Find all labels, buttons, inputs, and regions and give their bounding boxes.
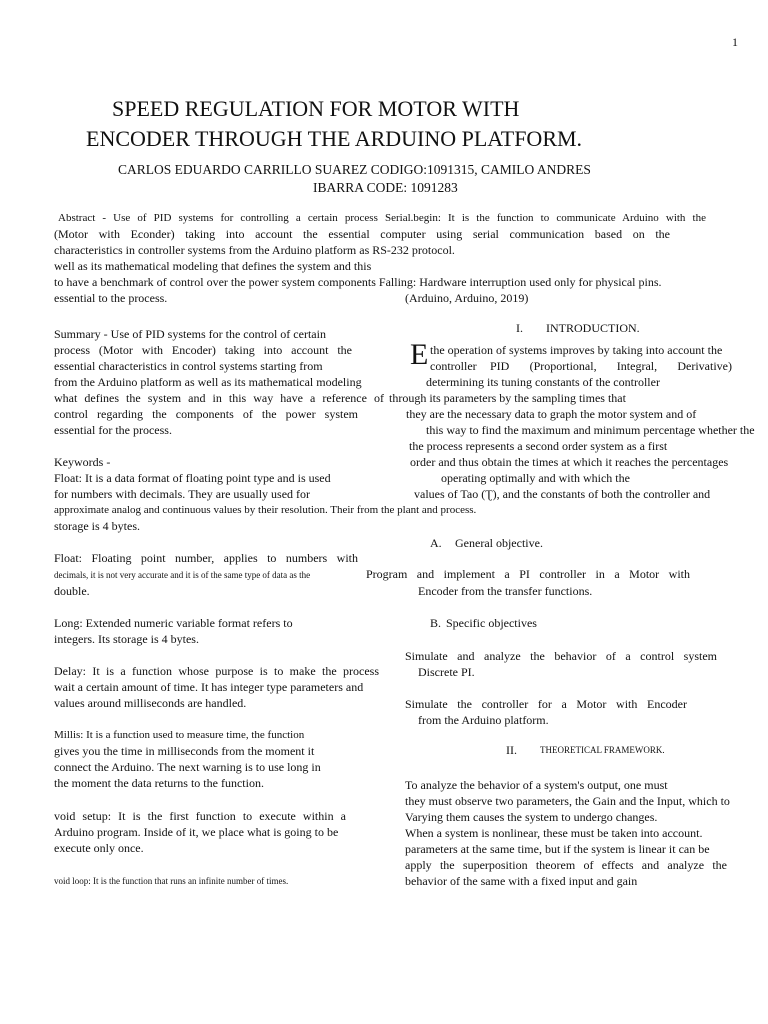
theoretical-line-4: When a system is nonlinear, these must be taken into account. — [405, 826, 703, 840]
keyword-millis-line-3: connect the Arduino. The next warning is to use long in — [54, 760, 321, 774]
keyword-float-2-line-2: decimals, it is not very accurate and it is of the same type of data as the — [54, 570, 311, 580]
general-objective-heading-number: A. — [430, 536, 442, 550]
page-number: 1 — [732, 35, 738, 49]
theoretical-line-7: behavior of the same with a fixed input and gain — [405, 874, 638, 888]
abstract-line-4: well as its mathematical modeling that defines the system and this — [54, 259, 372, 273]
keyword-float-1-line-2: for numbers with decimals. They are usually used for — [54, 487, 311, 501]
introduction-line-1: the operation of systems improves by taking into account the — [430, 343, 723, 357]
keyword-float-2-line-1: Float: Floating point number, applies to numbers with — [54, 551, 358, 565]
summary-line-1: Summary - Use of PID systems for the control of certain — [54, 327, 326, 341]
theoretical-line-1: To analyze the behavior of a system's output, one must — [405, 778, 668, 792]
introduction-line-4: through its parameters by the sampling times that — [389, 391, 626, 405]
summary-line-4: from the Arduino platform as well as its mathematical modeling — [54, 375, 362, 389]
paper-title-line-1: SPEED REGULATION FOR MOTOR WITH — [112, 96, 520, 121]
keyword-float-1-line-1: Float: It is a data format of floating point type and is used — [54, 471, 331, 485]
summary-line-6: control regarding the components of the power system — [54, 407, 358, 421]
theoretical-line-3: Varying them causes the system to undergo changes. — [405, 810, 658, 824]
general-objective-line-2: Encoder from the transfer functions. — [418, 584, 593, 598]
abstract-line-2: (Motor with Econder) taking into account the essential computer using serial communication based on the — [54, 227, 670, 241]
specific-objectives-heading: Specific objectives — [446, 616, 537, 630]
keyword-loop-line-1: void loop: It is the function that runs an infinite number of times. — [54, 876, 289, 886]
keyword-millis-line-1: Millis: It is a function used to measure time, the function — [54, 729, 305, 741]
keyword-long-line-1: Long: Extended numeric variable format refers to — [54, 616, 293, 630]
introduction-line-6: this way to find the maximum and minimum percentage whether the — [426, 423, 755, 437]
general-objective-line-1: Program and implement a PI controller in a Motor with — [366, 567, 690, 581]
authors-line-1: CARLOS EDUARDO CARRILLO SUAREZ CODIGO:1091315, CAMILO ANDRES — [118, 162, 591, 177]
specific-objective-2-line-1: Simulate the controller for a Motor with Encoder — [405, 697, 687, 711]
theoretical-heading: THEORETICAL FRAMEWORK. — [540, 745, 665, 755]
authors-line-2: IBARRA CODE: 1091283 — [313, 180, 458, 195]
summary-line-5: what defines the system and in this way have a reference of — [54, 391, 384, 405]
abstract-citation: (Arduino, Arduino, 2019) — [405, 291, 529, 305]
introduction-heading-number: I. — [516, 321, 523, 335]
keyword-setup-line-2: Arduino program. Inside of it, we place what is going to be — [54, 825, 339, 839]
abstract-line-5: to have a benchmark of control over the power system components Falling: Hardware interruption used only for physical pins. — [54, 275, 662, 289]
introduction-line-5: they are the necessary data to graph the motor system and of — [406, 407, 697, 421]
paper-title-line-2: ENCODER THROUGH THE ARDUINO PLATFORM. — [86, 126, 583, 151]
introduction-line-2b: PID (Proportional, Integral, Derivative) — [490, 359, 732, 373]
keyword-long-line-2: integers. Its storage is 4 bytes. — [54, 632, 199, 646]
abstract-line-1: Abstract - Use of PID systems for controlling a certain process Serial.begin: It is the function to communicate Arduino with the — [58, 212, 706, 224]
keyword-millis-line-2: gives you the time in milliseconds from the moment it — [54, 744, 315, 758]
general-objective-heading: General objective. — [455, 536, 543, 550]
keyword-float-1-line-3: approximate analog and continuous values by their resolution. Their from the plant and process. — [54, 504, 477, 516]
specific-objective-1-line-1: Simulate and analyze the behavior of a control system — [405, 649, 717, 663]
keyword-delay-line-1: Delay: It is a function whose purpose is to make the process — [54, 664, 379, 678]
introduction-line-8: order and thus obtain the times at which it reaches the percentages — [410, 455, 729, 469]
introduction-dropcap: E — [410, 338, 429, 371]
keyword-setup-line-3: execute only once. — [54, 841, 144, 855]
abstract-line-3: characteristics in controller systems from the Arduino platform as RS-232 protocol. — [54, 243, 455, 257]
keywords-heading: Keywords - — [54, 455, 111, 469]
specific-objectives-heading-number: B. — [430, 616, 442, 630]
specific-objective-2-line-2: from the Arduino platform. — [418, 713, 549, 727]
keyword-float-2-line-3: double. — [54, 584, 90, 598]
abstract-line-6-left: essential to the process. — [54, 291, 168, 305]
introduction-line-3: determining its tuning constants of the controller — [426, 375, 660, 389]
keyword-setup-line-1: void setup: It is the first function to execute within a — [54, 809, 346, 823]
introduction-line-7: the process represents a second order system as a first — [409, 439, 668, 453]
introduction-line-2a: controller — [430, 359, 477, 373]
keyword-millis-line-4: the moment the data returns to the function. — [54, 776, 264, 790]
keyword-delay-line-2: wait a certain amount of time. It has integer type parameters and — [54, 680, 364, 694]
summary-line-3: essential characteristics in control systems starting from — [54, 359, 323, 373]
theoretical-line-5: parameters at the same time, but if the system is linear it can be — [405, 842, 710, 856]
summary-line-7: essential for the process. — [54, 423, 172, 437]
summary-line-2: process (Motor with Encoder) taking into account the — [54, 343, 352, 357]
introduction-line-10: values of Tao (Ʈ), and the constants of both the controller and — [414, 487, 711, 501]
keyword-delay-line-3: values around milliseconds are handled. — [54, 696, 247, 710]
theoretical-line-2: they must observe two parameters, the Gain and the Input, which to — [405, 794, 730, 808]
specific-objective-1-line-2: Discrete PI. — [418, 665, 475, 679]
introduction-line-9: operating optimally and with which the — [441, 471, 630, 485]
theoretical-line-6: apply the superposition theorem of effects and analyze the — [405, 858, 727, 872]
introduction-heading: INTRODUCTION. — [546, 321, 640, 335]
theoretical-heading-number: II. — [506, 743, 517, 757]
keyword-float-1-line-4: storage is 4 bytes. — [54, 519, 140, 533]
